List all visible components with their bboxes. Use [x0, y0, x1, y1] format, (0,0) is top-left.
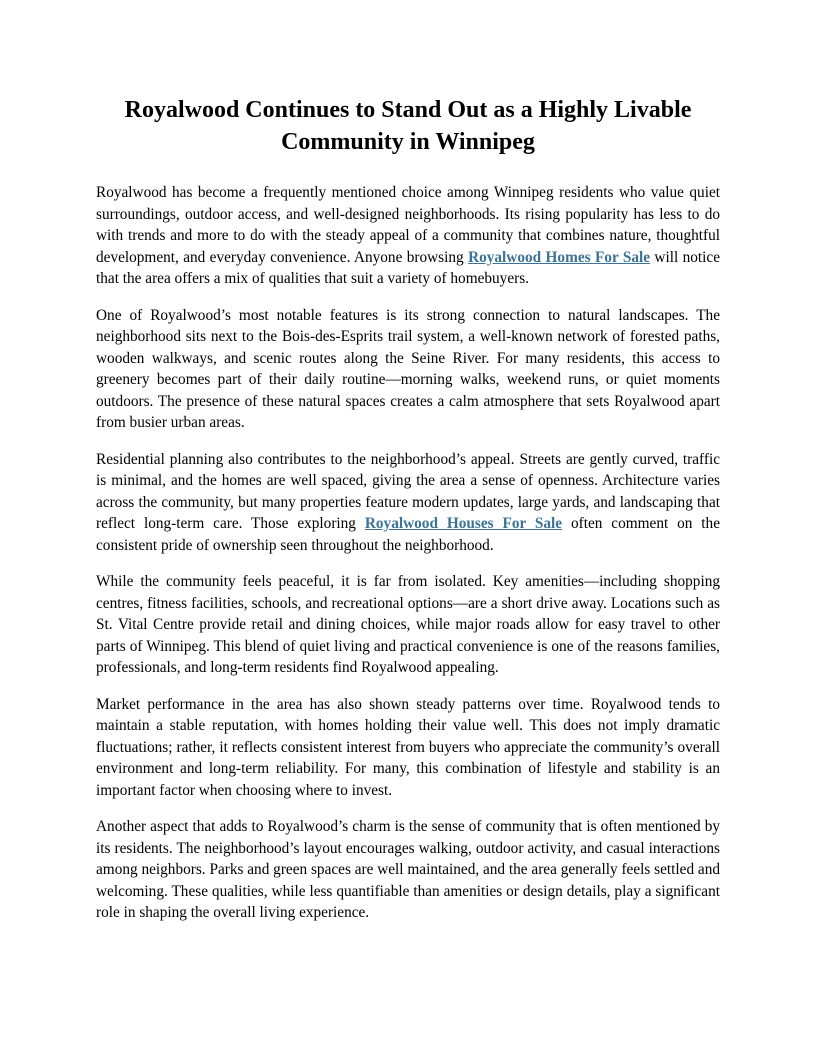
- paragraph-amenities: While the community feels peaceful, it is far from isolated. Key amenities—including shopping centres, fitness facilities, schools, and recreational options—are a short drive away. Locations such as St. Vital Centre provide retail and dining choices, while major roads allow for easy travel to other parts of Winnipeg. This blend of quiet living and practical convenience is one of the reasons families, professionals, and long-term residents find Royalwood appealing.: [96, 573, 720, 676]
- paragraph-nature: One of Royalwood’s most notable features is its strong connection to natural landscapes. The neighborhood sits next to the Bois-des-Esprits trail system, a well-known network of forested paths, wooden walkways, and scenic routes along the Seine River. For many residents, this access to greenery becomes part of their daily routine—morning walks, weekend runs, or quiet moments outdoors. The presence of these natural spaces creates a calm atmosphere that sets Royalwood apart from busier urban areas.: [96, 306, 720, 431]
- paragraph-planning-text-end: often comment on the consistent pride of ownership seen throughout the neighborhood.: [96, 515, 720, 554]
- royalwood-homes-for-sale-link[interactable]: Royalwood Homes For Sale: [468, 248, 651, 266]
- paragraph-planning-text-start: Residential planning also contributes to the neighborhood’s appeal. Streets are gently curved, traffic is minimal, and the homes are well spaced, giving the area a sense of openness. Architecture varies across the community, but many properties feature modern updates, large yards, and landscaping that reflect long-term care. Those exploring: [96, 450, 720, 532]
- title-line-1: Royalwood Continues to Stand Out as a Highly Livable: [124, 97, 692, 123]
- title-line-2: Community in Winnipeg: [281, 129, 535, 155]
- royalwood-houses-for-sale-link[interactable]: Royalwood Houses For Sale: [364, 515, 563, 532]
- page-title: [96, 94, 720, 158]
- paragraph-intro-text-end: will notice that the area offers a mix of qualities that suit a variety of homebuyers.: [96, 248, 720, 287]
- paragraph-community: Another aspect that adds to Royalwood’s charm is the sense of community that is often mentioned by its residents. The neighborhood’s layout encourages walking, outdoor activity, and casual interactions among neighbors. Parks and green spaces are well maintained, and the area generally feels settled and welcoming. These qualities, while less quantifiable than amenities or design details, play a significant role in shaping the overall living experience.: [96, 818, 720, 921]
- paragraph-market: Market performance in the area has also shown steady patterns over time. Royalwood tends to maintain a stable reputation, with homes holding their value well. This does not imply dramatic fluctuations; rather, it reflects consistent interest from buyers who appreciate the community’s overall environment and long-term reliability. For many, this combination of lifestyle and stability is an important factor when choosing where to invest.: [96, 695, 720, 799]
- document-page: [96, 94, 720, 939]
- paragraph-intro-text-start: Royalwood has become a frequently mentioned choice among Winnipeg residents who value quiet surroundings, outdoor access, and well-designed neighborhoods. Its rising popularity has less to do with trends and more to do with the steady appeal of a community that combines nature, thoughtful development, and everyday convenience. Anyone browsing: [96, 184, 720, 266]
- paragraph-planning: [96, 449, 720, 557]
- paragraph-intro: [96, 182, 720, 290]
